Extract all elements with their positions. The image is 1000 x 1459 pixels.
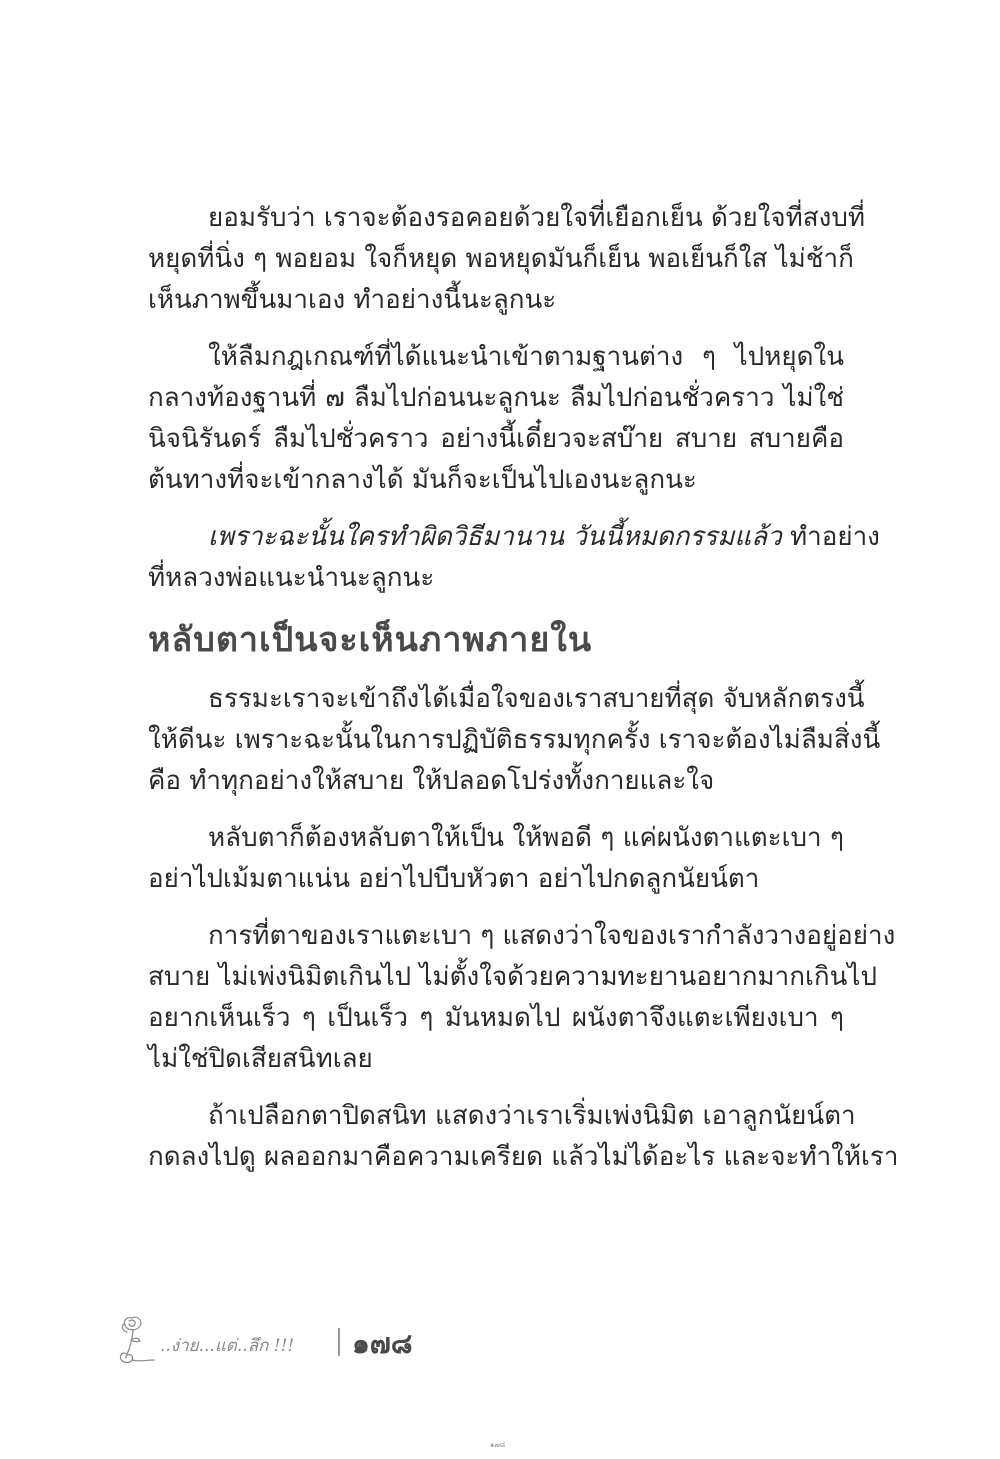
text-line: ถ้าเปลือกตาปิดสนิท แสดงว่าเราเริ่มเพ่งนิมิต เอาลูกนัยน์ตา [208,1101,856,1131]
text-line: คือ ทำทุกอย่างให้สบาย ให้ปลอดโปร่งทั้งกายและใจ [148,766,715,796]
text-line: ต้นทางที่จะเข้ากลางได้ มันก็จะเป็นไปเองนะลูกนะ [148,465,697,495]
text-line: ที่หลวงพ่อแนะนำนะลูกนะ [148,563,435,593]
text-line: อยากเห็นเร็ว ๆ เป็นเร็ว ๆ มันหมดไป ผนังตาจึงแตะเพียงเบา ๆ [148,1003,844,1033]
paragraph-4 [148,679,881,802]
text-line: ให้ลืมกฎเกณฑ์ที่ได้แนะนำเข้าตามฐานต่าง ๆ ไปหยุดใน [208,342,844,372]
section-heading: หลับตาเป็นจะเห็นภาพภายใน [148,620,593,660]
text-line: ยอมรับว่า เราจะต้องรอคอยด้วยใจที่เยือกเย็น ด้วยใจที่สงบที่ [208,203,866,233]
paragraph-3 [148,517,880,599]
italic-phrase: เพราะฉะนั้นใครทำผิดวิธีมานาน วันนี้หมดกรรมแล้ว [208,522,782,552]
text-line: กลางท้องฐานที่ ๗ ลืมไปก่อนนะลูกนะ ลืมไปก่อนชั่วคราว ไม่ใช่ [148,383,844,413]
text-line: อย่าไปเม้มตาแน่น อย่าไปบีบหัวตา อย่าไปกดลูกนัยน์ตา [148,864,760,894]
text-line: หยุดที่นิ่ง ๆ พอยอม ใจก็หยุด พอหยุดมันก็เย็น พอเย็นก็ใส ไม่ช้าก็ [148,244,854,274]
footer-tagline: ..ง่าย...แต่..ลึก !!! [160,1336,295,1356]
text-line: ให้ดีนะ เพราะฉะนั้นในการปฏิบัติธรรมทุกครั้ง เราจะต้องไม่ลืมสิ่งนี้ [148,725,881,755]
paragraph-5 [148,818,844,900]
text-fragment: ทำอย่าง [781,522,880,552]
text-line: กดลงไปดู ผลออกมาคือความเครียด แล้วไม่ได้อะไร และจะทำให้เรา [148,1142,899,1172]
paragraph-6 [148,916,896,1080]
text-line: ไม่ใช่ปิดเสียสนิทเลย [148,1044,373,1074]
bottom-mark: ๑๗๘ [490,1441,506,1449]
text-line: หลับตาก็ต้องหลับตาให้เป็น ให้พอดี ๆ แค่ผนังตาแตะเบา ๆ [208,823,844,853]
footer-divider [338,1328,340,1356]
text-line [148,517,880,558]
text-line: ธรรมะเราจะเข้าถึงได้เมื่อใจของเราสบายที่สุด จับหลักตรงนี้ [208,684,865,714]
text-line: สบาย ไม่เพ่งนิมิตเกินไป ไม่ตั้งใจด้วยความทะยานอยากมากเกินไป [148,962,877,992]
page-footer [110,1310,470,1370]
paragraph-7 [148,1096,899,1178]
text-line: นิจนิรันดร์ ลืมไปชั่วคราว อย่างนี้เดี๋ยวจะสบ๊าย สบาย สบายคือ [148,424,844,454]
paragraph-2 [148,337,844,501]
text-line: เห็นภาพขึ้นมาเอง ทำอย่างนี้นะลูกนะ [148,285,557,315]
body-text [148,198,899,1194]
text-line: การที่ตาของเราแตะเบา ๆ แสดงว่าใจของเรากำลังวางอยู่อย่าง [208,921,896,951]
paragraph-1 [148,198,866,321]
page-number: ๑๗๘ [352,1327,413,1360]
